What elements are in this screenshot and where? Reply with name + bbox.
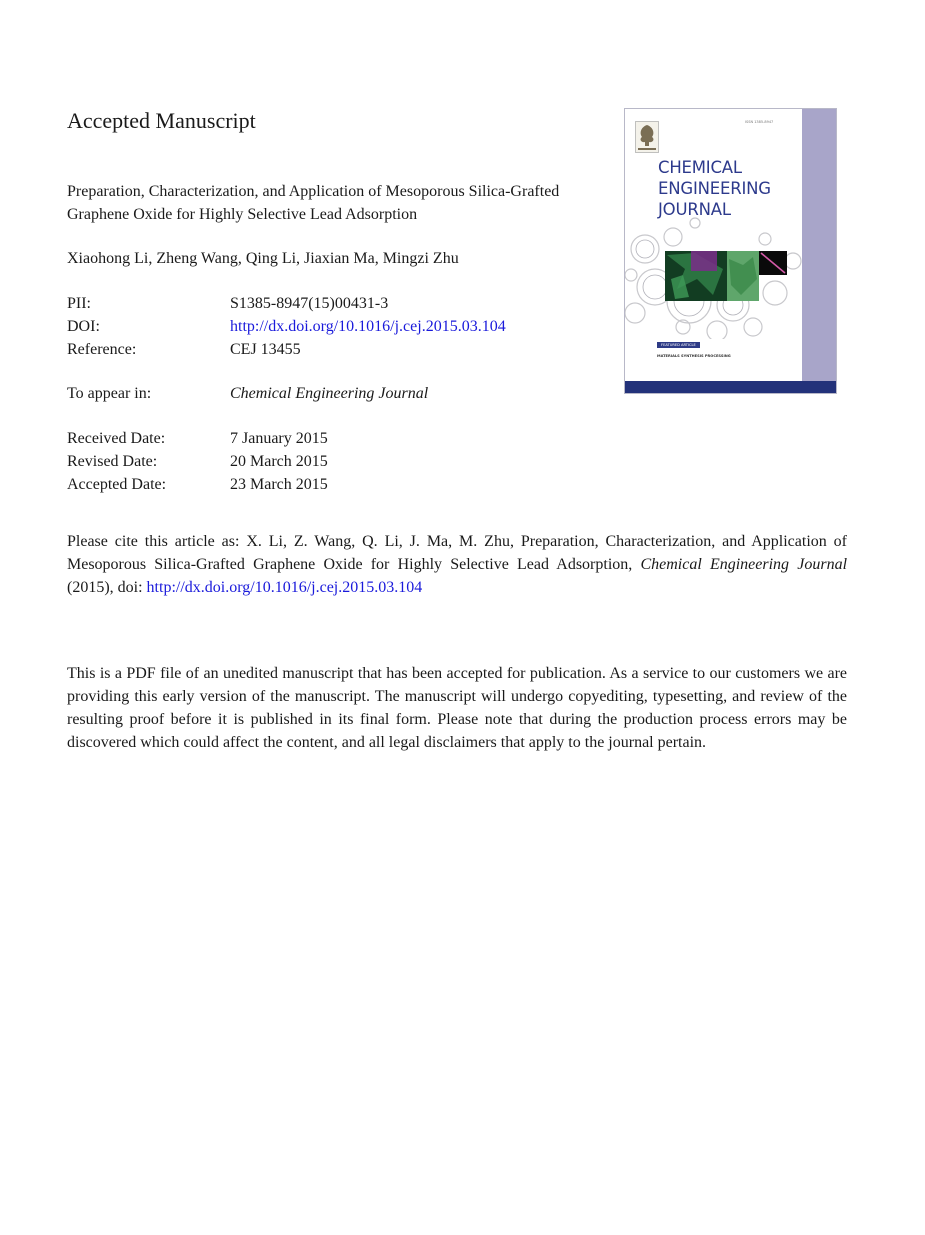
revised-value: 20 March 2015 [230, 453, 328, 470]
elsevier-tree-icon [635, 121, 659, 153]
cover-artwork-image [625, 209, 805, 339]
cover-journal-title: CHEMICAL ENGINEERING JOURNAL [658, 158, 771, 219]
pii-label: PII: [67, 295, 91, 312]
citation-middle: (2015), doi: [67, 579, 147, 596]
article-title: Preparation, Characterization, and Application of Mesoporous Silica-Grafted Graphene Oxide for Highly Selective Lead Adsorption [67, 183, 560, 223]
citation-prefix: Please cite this article as: X. Li, Z. Wang, Q. Li, J. Ma, M. Zhu, Preparation, Characterization, and Application of Mesoporous Silica-Grafted Graphene Oxide for Highly Selective Lead Adsorption, [67, 533, 847, 573]
revised-row [67, 450, 328, 473]
pii-value: S1385-8947(15)00431-3 [230, 295, 389, 312]
journal-cover-image [624, 108, 837, 394]
doi-link[interactable]: http://dx.doi.org/10.1016/j.cej.2015.03.104 [230, 318, 506, 335]
citation-paragraph [67, 530, 847, 599]
appear-block [67, 382, 428, 405]
appear-row [67, 382, 428, 405]
cover-issn: ISSN 1385-8947 [745, 120, 774, 124]
cover-subtitle: MATERIALS SYNTHESIS PROCESSING [657, 354, 731, 358]
doi-row [67, 315, 506, 338]
citation-journal: Chemical Engineering Journal [640, 556, 848, 573]
received-row [67, 427, 328, 450]
appear-journal: Chemical Engineering Journal [230, 385, 429, 402]
accepted-value: 23 March 2015 [230, 476, 328, 493]
dates-block [67, 427, 328, 496]
reference-row [67, 338, 506, 361]
reference-value: CEJ 13455 [230, 341, 301, 358]
cover-side-strip [802, 109, 836, 393]
manuscript-notice: This is a PDF file of an unedited manuscript that has been accepted for publication. As a service to our customers we are providing this early version of the manuscript. The manuscript will undergo copyediting, typesetting, and review of the resulting proof before it is published in its final form. Please note that during the production process errors may be discovered which could affect the content, and all legal disclaimers that apply to the journal pertain. [67, 665, 847, 751]
author-list: Xiaohong Li, Zheng Wang, Qing Li, Jiaxian Ma, Mingzi Zhu [67, 250, 459, 267]
appear-label: To appear in: [67, 385, 152, 402]
page-heading: Accepted Manuscript [67, 108, 256, 133]
accepted-label: Accepted Date: [67, 476, 167, 493]
received-label: Received Date: [67, 430, 166, 447]
accepted-row [67, 473, 328, 496]
citation-doi-link[interactable]: http://dx.doi.org/10.1016/j.cej.2015.03.104 [146, 579, 423, 596]
reference-label: Reference: [67, 341, 137, 358]
received-value: 7 January 2015 [230, 430, 328, 447]
cover-bottom-band [625, 381, 836, 393]
identifier-block [67, 292, 506, 361]
revised-label: Revised Date: [67, 453, 158, 470]
cover-featured-label: FEATURED ARTICLE [657, 342, 700, 348]
pii-row [67, 292, 506, 315]
doi-label: DOI: [67, 318, 100, 335]
